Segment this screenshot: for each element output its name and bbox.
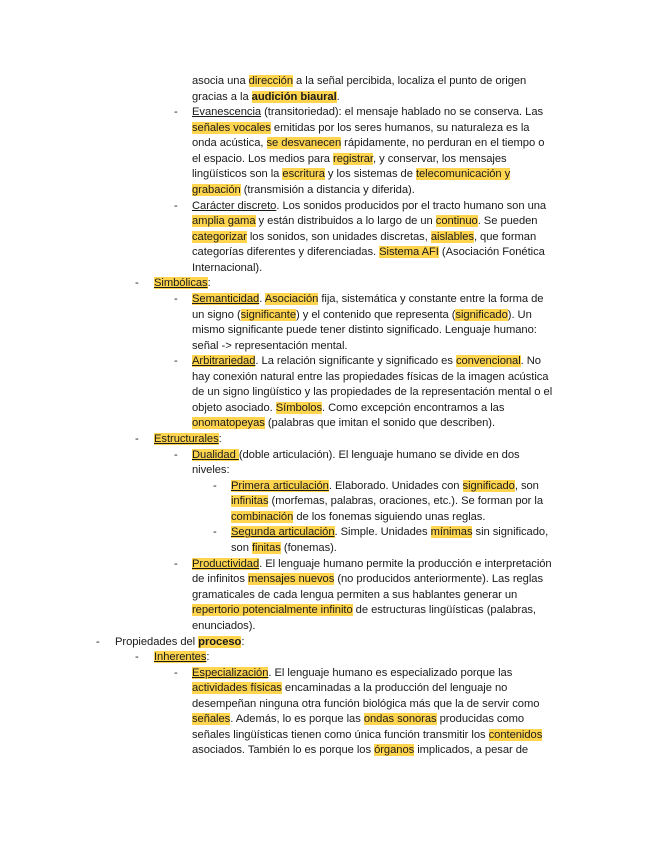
text-line xyxy=(192,308,532,324)
highlighted-term: Estructurales xyxy=(154,433,219,445)
text-segment: . El lenguaje humano es especializado porque las xyxy=(268,667,513,679)
highlighted-term: Arbitrariedad xyxy=(192,355,256,367)
text-line xyxy=(192,619,255,635)
highlighted-term: finitas xyxy=(251,542,281,554)
text-segment: : xyxy=(241,636,245,648)
text-segment: y los sistemas de xyxy=(324,168,416,180)
text-line xyxy=(192,74,526,90)
text-segment: señales lingüísticas tienen como única función transmitir los xyxy=(192,729,489,741)
highlighted-term: categorizar xyxy=(192,231,247,243)
text-line xyxy=(154,276,211,292)
text-line xyxy=(192,572,543,588)
text-line xyxy=(231,494,543,510)
highlighted-term: audición biaural xyxy=(251,91,337,103)
highlighted-term: grabación xyxy=(192,184,241,196)
text-segment: . Los sonidos producidos por el tracto humano son una xyxy=(276,200,547,212)
highlighted-term: repertorio potencialmente infinito xyxy=(192,604,353,616)
highlighted-term: escritura xyxy=(282,168,325,180)
highlighted-term: proceso xyxy=(198,636,242,648)
text-segment: . No xyxy=(520,355,541,367)
text-line xyxy=(192,743,528,759)
text-segment: desempeñan ninguna otra función biológica más que la de servir como xyxy=(192,698,540,710)
list-bullet: - xyxy=(135,277,139,289)
text-segment: (Asociación Fonética xyxy=(438,246,545,258)
text-segment: (transitoriedad): el mensaje hablado no se conserva. Las xyxy=(261,106,544,118)
text-line xyxy=(192,214,537,230)
text-line xyxy=(192,339,347,355)
highlighted-term: significante xyxy=(240,309,297,321)
highlighted-term: aislables xyxy=(430,231,474,243)
list-bullet: - xyxy=(174,449,178,461)
text-line xyxy=(192,370,548,386)
text-line xyxy=(192,557,552,573)
highlighted-term: Segunda articulación xyxy=(231,526,335,538)
highlighted-term: Simbólicas xyxy=(154,277,208,289)
text-segment: , son xyxy=(514,480,539,492)
text-segment: . xyxy=(259,293,265,305)
text-segment: (doble articulación). El lenguaje humano se divide en dos xyxy=(238,449,520,461)
text-segment: rápidamente, no perduran en el tiempo o xyxy=(341,137,545,149)
highlighted-term: Inherentes xyxy=(154,651,207,663)
highlighted-term: contenidos xyxy=(488,729,543,741)
text-segment: gracias a la xyxy=(192,91,252,103)
text-segment: (fonemas). xyxy=(280,542,337,554)
text-segment: un signo ( xyxy=(192,309,241,321)
highlighted-term: señales xyxy=(192,713,231,725)
list-bullet: - xyxy=(174,200,178,212)
highlighted-term: ondas sonoras xyxy=(363,713,437,725)
text-segment: ). Un xyxy=(507,309,532,321)
highlighted-term: mensajes nuevos xyxy=(247,573,335,585)
text-segment: señal -> representación mental. xyxy=(192,340,348,352)
text-line xyxy=(192,681,507,697)
highlighted-term: infinitas xyxy=(231,495,269,507)
text-segment: , que forman xyxy=(473,231,537,243)
highlighted-term: onomatopeyas xyxy=(192,417,265,429)
text-segment: categorías diferentes y diferenciadas. xyxy=(192,246,380,258)
highlighted-term: Especialización xyxy=(192,667,269,679)
text-segment: . La relación significante y significado es xyxy=(255,355,456,367)
text-segment: (morfemas, palabras, oraciones, etc.). Se forman por la xyxy=(268,495,544,507)
text-segment: . Simple. Unidades xyxy=(334,526,431,538)
text-line xyxy=(192,183,415,199)
text-segment: (no producidos anteriormente). Las reglas xyxy=(334,573,543,585)
text-segment: hay conexión natural entre las propiedades físicas de la imagen acústica xyxy=(192,371,549,383)
text-segment: . Elaborado. Unidades con xyxy=(328,480,463,492)
highlighted-term: Productividad xyxy=(192,558,260,570)
text-line xyxy=(192,401,504,417)
highlighted-term: se desvanecen xyxy=(266,137,342,149)
highlighted-term: Dualidad xyxy=(192,449,239,461)
highlighted-term: dirección xyxy=(248,75,293,87)
text-line xyxy=(192,323,537,339)
text-line xyxy=(192,416,495,432)
list-bullet: - xyxy=(135,433,139,445)
text-segment: y están distribuidos a lo largo de un xyxy=(255,215,436,227)
text-line xyxy=(192,121,529,137)
text-line xyxy=(192,588,517,604)
text-segment: (transmisión a distancia y diferida). xyxy=(240,184,415,196)
text-segment: de estructuras lingüísticas (palabras, xyxy=(352,604,536,616)
highlighted-term: significado xyxy=(455,309,508,321)
text-segment: de un signo lingüístico y las propiedades de la representación mental o el xyxy=(192,386,553,398)
text-segment: . El lenguaje humano permite la producción e interpretación xyxy=(259,558,552,570)
text-segment: mismo significante puede tener distinto significado. Lenguaje humano: xyxy=(192,324,537,336)
highlighted-term: combinación xyxy=(231,511,294,523)
text-segment: de infinitos xyxy=(192,573,248,585)
text-segment: : xyxy=(218,433,222,445)
text-line xyxy=(231,510,485,526)
text-line xyxy=(192,167,510,183)
list-bullet: - xyxy=(213,526,217,538)
text-segment: implicados, a pesar de xyxy=(414,744,529,756)
text-line xyxy=(192,728,542,744)
highlighted-term: registrar xyxy=(333,153,373,165)
text-segment: emitidas por los seres humanos, su naturaleza es la xyxy=(270,122,530,134)
text-line xyxy=(192,697,539,713)
text-segment: : xyxy=(207,277,211,289)
text-line xyxy=(231,525,548,541)
highlighted-term: significado xyxy=(462,480,515,492)
text-segment: , y conservar, los mensajes xyxy=(372,153,507,165)
text-line xyxy=(192,245,545,261)
text-line xyxy=(192,666,512,682)
text-segment: lingüísticos son la xyxy=(192,168,283,180)
list-bullet: - xyxy=(174,667,178,679)
text-segment: a la señal percibida, localiza el punto de origen xyxy=(293,75,527,87)
highlighted-term: mínimas xyxy=(430,526,473,538)
text-segment: producidas como xyxy=(436,713,525,725)
text-segment: los sonidos, son unidades discretas, xyxy=(246,231,431,243)
text-line xyxy=(192,136,544,152)
text-line xyxy=(192,463,230,479)
text-segment: sin significado, xyxy=(472,526,549,538)
highlighted-term: actividades físicas xyxy=(192,682,282,694)
text-segment: onda acústica, xyxy=(192,137,267,149)
text-segment: Internacional). xyxy=(192,262,263,274)
highlighted-term: Sistema AFI xyxy=(379,246,439,258)
highlighted-term: Símbolos xyxy=(275,402,322,414)
highlighted-term: telecomunicación y xyxy=(415,168,511,180)
list-bullet: - xyxy=(174,106,178,118)
highlighted-term: amplia gama xyxy=(192,215,256,227)
text-line xyxy=(192,230,536,246)
text-segment: gramaticales de cada lengua permiten a sus hablantes generar un xyxy=(192,589,518,601)
text-segment: encaminadas a la producción del lenguaje no xyxy=(281,682,508,694)
text-segment: (palabras que imitan el sonido que describen). xyxy=(264,417,496,429)
highlighted-term: órganos xyxy=(374,744,415,756)
highlighted-term: convencional xyxy=(455,355,521,367)
text-line xyxy=(192,354,541,370)
text-segment: son xyxy=(231,542,252,554)
list-bullet: - xyxy=(174,293,178,305)
text-segment: . xyxy=(336,91,340,103)
text-segment: . Además, lo es porque las xyxy=(230,713,364,725)
text-line xyxy=(192,261,262,277)
text-line xyxy=(192,152,507,168)
text-segment: niveles: xyxy=(192,464,230,476)
highlighted-term: Asociación xyxy=(264,293,319,305)
text-segment: Carácter discreto xyxy=(192,200,277,212)
text-segment: Evanescencia xyxy=(192,106,262,118)
text-line xyxy=(192,199,546,215)
text-line xyxy=(192,105,543,121)
highlighted-term: Primera articulación xyxy=(231,480,329,492)
text-line xyxy=(192,448,520,464)
text-line xyxy=(192,90,340,106)
text-segment: fija, sistemática y constante entre la forma de xyxy=(318,293,544,305)
highlighted-term: señales vocales xyxy=(192,122,271,134)
text-segment: asociados. También lo es porque los xyxy=(192,744,375,756)
text-segment: asocia una xyxy=(192,75,249,87)
text-line xyxy=(154,650,209,666)
text-segment: . Como excepción encontramos a las xyxy=(322,402,505,414)
text-segment: Propiedades del xyxy=(115,636,199,648)
text-segment: . Se pueden xyxy=(477,215,538,227)
text-line xyxy=(115,635,244,651)
text-segment: el espacio. Los medios para xyxy=(192,153,334,165)
text-segment: de los fonemas siguiendo unas reglas. xyxy=(293,511,486,523)
highlighted-term: Semanticidad xyxy=(192,293,260,305)
text-line xyxy=(154,432,222,448)
text-line xyxy=(192,385,552,401)
text-segment: objeto asociado. xyxy=(192,402,276,414)
list-bullet: - xyxy=(174,355,178,367)
text-line xyxy=(192,712,524,728)
highlighted-term: continuo xyxy=(435,215,478,227)
text-line xyxy=(231,541,337,557)
text-line xyxy=(192,603,536,619)
list-bullet: - xyxy=(174,558,178,570)
list-bullet: - xyxy=(135,651,139,663)
list-bullet: - xyxy=(96,636,100,648)
list-bullet: - xyxy=(213,480,217,492)
text-line xyxy=(192,292,543,308)
text-segment: : xyxy=(206,651,210,663)
text-segment: enunciados). xyxy=(192,620,256,632)
text-segment: ) y el contenido que representa ( xyxy=(296,309,456,321)
text-line xyxy=(231,479,539,495)
